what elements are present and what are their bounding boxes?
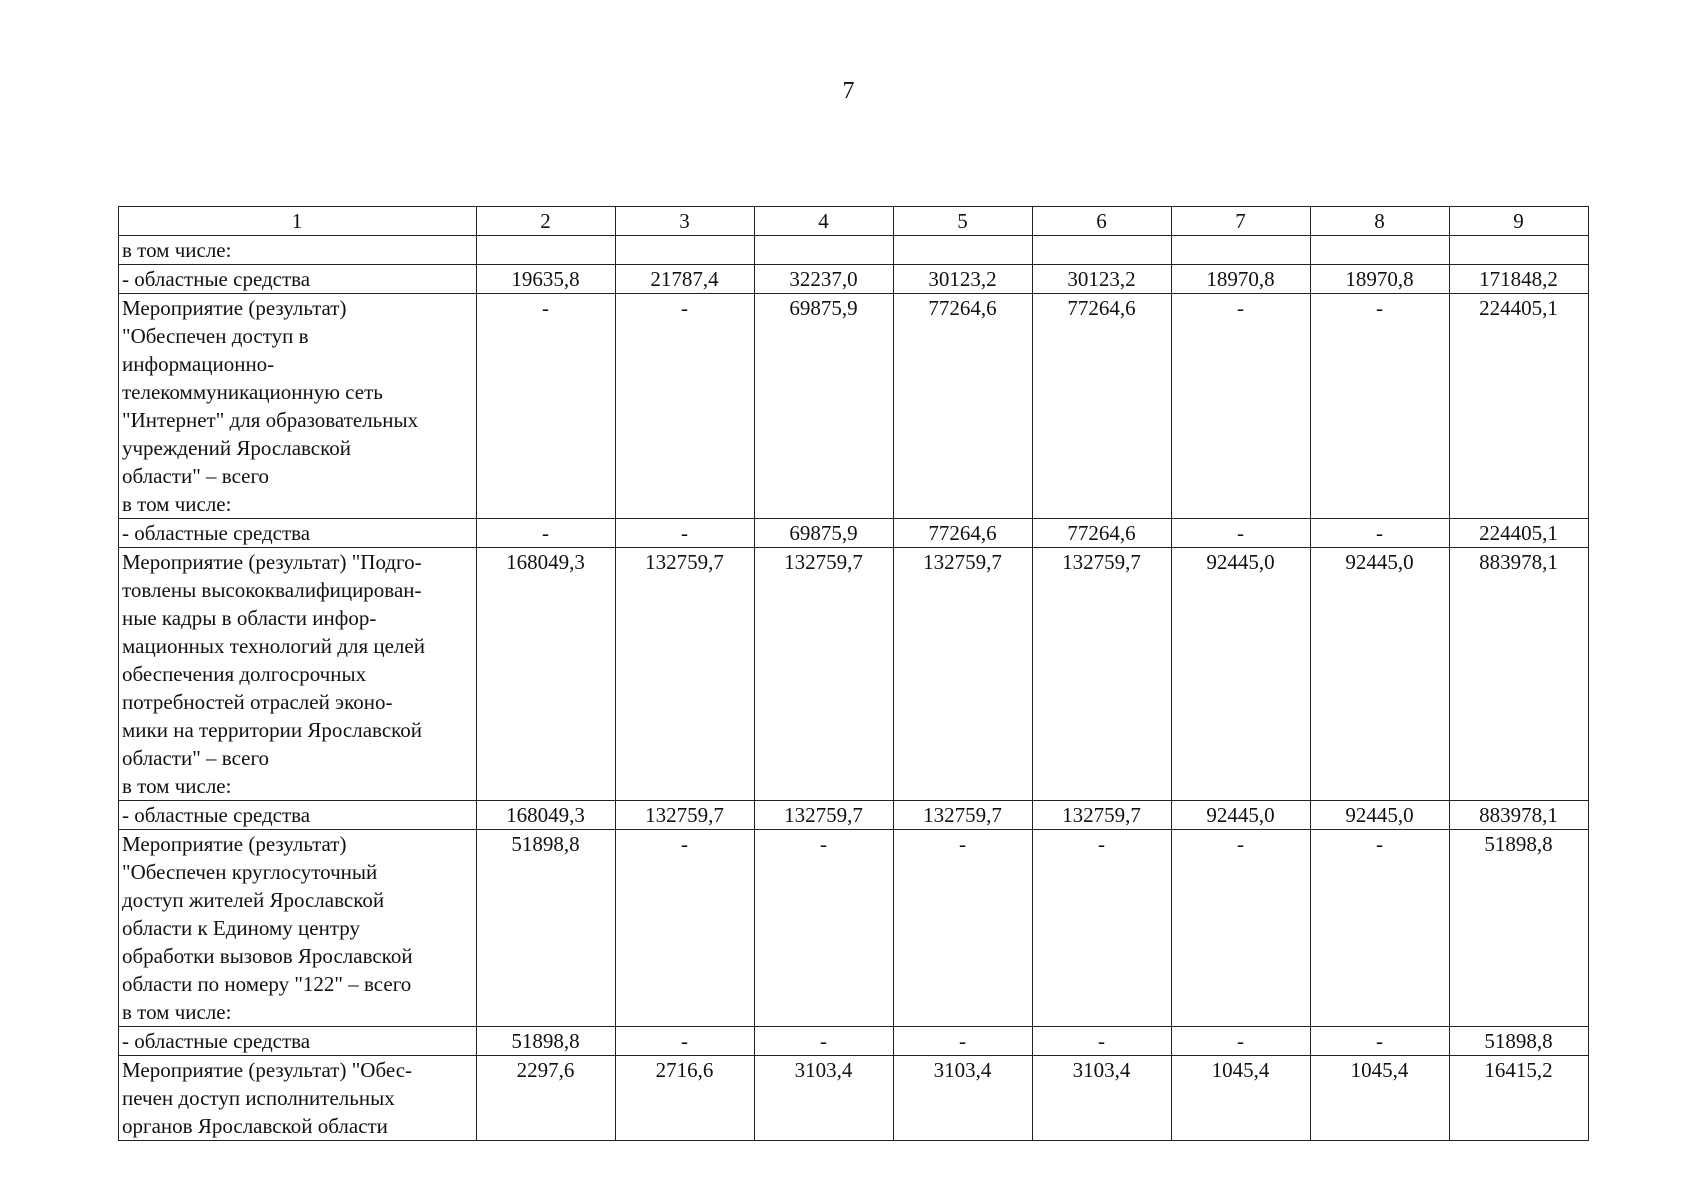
value-cell — [616, 236, 755, 265]
table-row — [119, 236, 1589, 265]
value-cell: - — [1033, 1027, 1172, 1056]
value-cell: - — [1172, 294, 1311, 519]
value-cell: 3103,4 — [755, 1056, 894, 1141]
value-cell: 51898,8 — [1450, 830, 1589, 1027]
value-cell: 883978,1 — [1450, 548, 1589, 801]
table-row — [119, 1056, 1589, 1141]
value-cell: 92445,0 — [1311, 548, 1450, 801]
value-cell: 77264,6 — [894, 294, 1033, 519]
value-cell: 3103,4 — [1033, 1056, 1172, 1141]
value-cell: 224405,1 — [1450, 294, 1589, 519]
value-cell: - — [1033, 830, 1172, 1027]
value-cell: - — [755, 1027, 894, 1056]
value-cell: - — [1311, 294, 1450, 519]
value-cell: 132759,7 — [1033, 801, 1172, 830]
value-cell: 18970,8 — [1172, 265, 1311, 294]
value-cell: 77264,6 — [1033, 294, 1172, 519]
header-cell: 3 — [616, 207, 755, 236]
value-cell: 2716,6 — [616, 1056, 755, 1141]
value-cell: 77264,6 — [894, 519, 1033, 548]
value-cell: 132759,7 — [1033, 548, 1172, 801]
row-label: - областные средства — [119, 1027, 477, 1056]
value-cell: 3103,4 — [894, 1056, 1033, 1141]
value-cell: 92445,0 — [1172, 801, 1311, 830]
value-cell — [477, 236, 616, 265]
table-row — [119, 801, 1589, 830]
table-row — [119, 519, 1589, 548]
table-row — [119, 830, 1589, 1027]
value-cell: - — [616, 519, 755, 548]
value-cell: 132759,7 — [894, 548, 1033, 801]
value-cell: 1045,4 — [1172, 1056, 1311, 1141]
value-cell: - — [1172, 1027, 1311, 1056]
value-cell: 168049,3 — [477, 801, 616, 830]
value-cell: 132759,7 — [755, 548, 894, 801]
value-cell: 77264,6 — [1033, 519, 1172, 548]
header-cell: 9 — [1450, 207, 1589, 236]
value-cell: 51898,8 — [477, 1027, 616, 1056]
value-cell: 69875,9 — [755, 294, 894, 519]
value-cell: 132759,7 — [894, 801, 1033, 830]
value-cell — [1172, 236, 1311, 265]
value-cell: - — [616, 1027, 755, 1056]
value-cell: 132759,7 — [755, 801, 894, 830]
value-cell: - — [616, 830, 755, 1027]
value-cell — [755, 236, 894, 265]
row-label: - областные средства — [119, 265, 477, 294]
row-label: - областные средства — [119, 801, 477, 830]
value-cell: - — [616, 294, 755, 519]
value-cell: 2297,6 — [477, 1056, 616, 1141]
value-cell: 92445,0 — [1311, 801, 1450, 830]
budget-table — [118, 206, 1589, 1141]
row-label: Мероприятие (результат) "Обес- печен доступ исполнительных органов Ярославской области — [119, 1056, 477, 1141]
value-cell: - — [1311, 1027, 1450, 1056]
row-label: в том числе: — [119, 236, 477, 265]
value-cell: 224405,1 — [1450, 519, 1589, 548]
header-cell: 4 — [755, 207, 894, 236]
value-cell: - — [1172, 519, 1311, 548]
value-cell — [894, 236, 1033, 265]
row-label: Мероприятие (результат) "Обеспечен доступ в информационно- телекоммуникационную сеть "Интернет" для образовательных учреждений Ярославской области" – всего в том числе: — [119, 294, 477, 519]
value-cell: - — [1311, 519, 1450, 548]
value-cell: 69875,9 — [755, 519, 894, 548]
value-cell: - — [477, 519, 616, 548]
table-row — [119, 294, 1589, 519]
value-cell: 30123,2 — [894, 265, 1033, 294]
value-cell: 32237,0 — [755, 265, 894, 294]
table-row — [119, 1027, 1589, 1056]
value-cell: 16415,2 — [1450, 1056, 1589, 1141]
value-cell: 21787,4 — [616, 265, 755, 294]
value-cell: 168049,3 — [477, 548, 616, 801]
header-cell: 8 — [1311, 207, 1450, 236]
value-cell: 30123,2 — [1033, 265, 1172, 294]
value-cell — [1033, 236, 1172, 265]
row-label: - областные средства — [119, 519, 477, 548]
row-label: Мероприятие (результат) "Обеспечен круглосуточный доступ жителей Ярославской области к Единому центру обработки вызовов Ярославской области по номеру "122" – всего в том числе: — [119, 830, 477, 1027]
value-cell: 51898,8 — [1450, 1027, 1589, 1056]
value-cell: 51898,8 — [477, 830, 616, 1027]
page-number: 7 — [842, 78, 855, 104]
value-cell: - — [477, 294, 616, 519]
value-cell: 883978,1 — [1450, 801, 1589, 830]
value-cell: 132759,7 — [616, 548, 755, 801]
value-cell — [1450, 236, 1589, 265]
value-cell: 92445,0 — [1172, 548, 1311, 801]
value-cell: - — [1172, 830, 1311, 1027]
value-cell: 1045,4 — [1311, 1056, 1450, 1141]
row-label: Мероприятие (результат) "Подго- товлены высококвалифицирован- ные кадры в области инфор- мационных технологий для целей обеспечения долгосрочных потребностей отраслей эконо- мики на территории Ярославской области" – всего в том числе: — [119, 548, 477, 801]
table-row — [119, 265, 1589, 294]
value-cell — [1311, 236, 1450, 265]
value-cell: 171848,2 — [1450, 265, 1589, 294]
header-cell: 1 — [119, 207, 477, 236]
value-cell: - — [894, 830, 1033, 1027]
value-cell: 132759,7 — [616, 801, 755, 830]
value-cell: 19635,8 — [477, 265, 616, 294]
header-cell: 6 — [1033, 207, 1172, 236]
value-cell: 18970,8 — [1311, 265, 1450, 294]
value-cell: - — [894, 1027, 1033, 1056]
value-cell: - — [755, 830, 894, 1027]
value-cell: - — [1311, 830, 1450, 1027]
table-header-row — [119, 207, 1589, 236]
header-cell: 5 — [894, 207, 1033, 236]
table-row — [119, 548, 1589, 801]
header-cell: 2 — [477, 207, 616, 236]
header-cell: 7 — [1172, 207, 1311, 236]
